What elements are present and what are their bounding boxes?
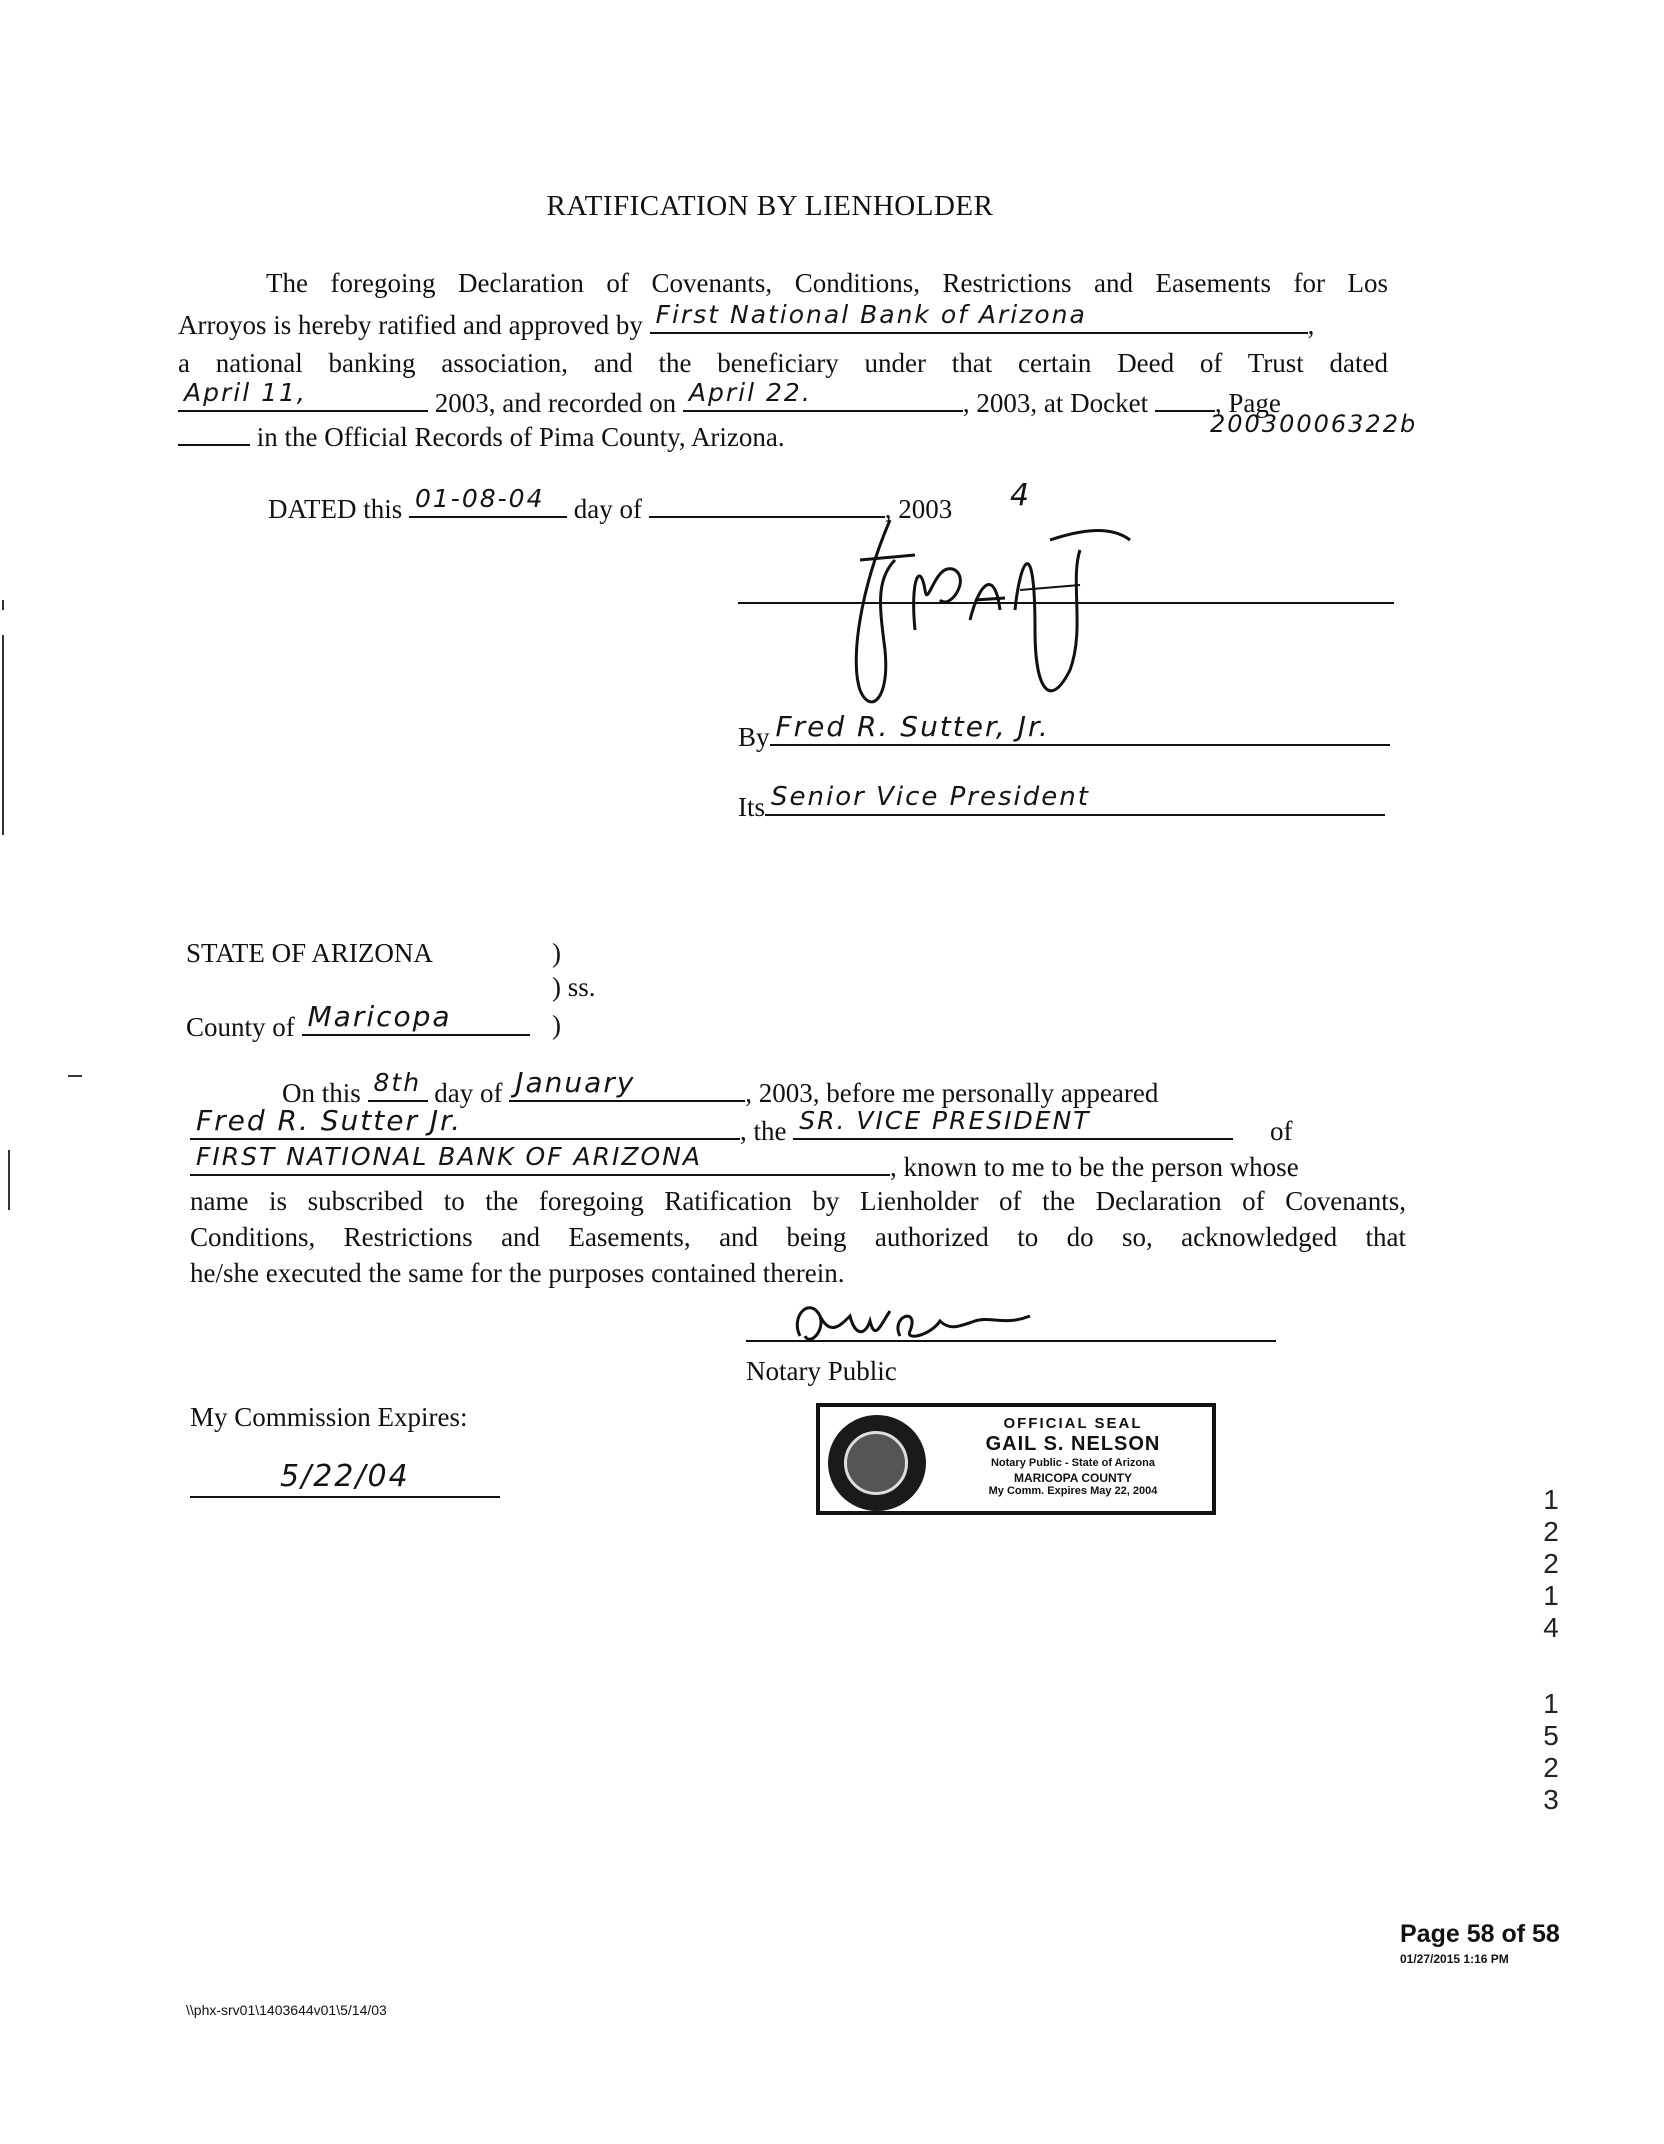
lienholder-name-handwritten: First National Bank of Arizona <box>655 300 1087 329</box>
paragraph-text: , Page <box>1214 388 1281 418</box>
deed-date-handwritten: April 11, <box>184 378 307 407</box>
paragraph-text: , <box>1307 310 1315 340</box>
paragraph-text: 2003, and recorded on <box>434 388 677 418</box>
ack-text: Conditions, Restrictions and Easements, and being authorized to do so, acknowledged that <box>190 1222 1406 1252</box>
commission-label: My Commission Expires: <box>190 1402 468 1432</box>
margin-number: 4 <box>1543 1612 1559 1643</box>
paragraph-text: in the Official Records of Pima County, Arizona. <box>256 422 785 452</box>
ack-line <box>190 1142 1406 1184</box>
paragraph-text: , 2003, at Docket <box>962 388 1149 418</box>
ack-line <box>190 1220 1406 1254</box>
scan-mark <box>68 1075 82 1077</box>
its-label: Its <box>738 792 765 822</box>
ack-day-field <box>368 1068 428 1102</box>
by-label: By <box>738 722 770 752</box>
commission-field <box>190 1456 500 1498</box>
docket-number-handwritten: 20030006322b <box>1210 410 1418 438</box>
paragraph-line <box>178 378 1388 420</box>
ack-text: day of <box>434 1078 503 1108</box>
ack-text: he/she executed the same for the purposes contained therein. <box>190 1258 845 1288</box>
year-correction-handwritten: 4 <box>1010 478 1032 513</box>
venue-paren: ) <box>552 1010 561 1040</box>
paragraph-line <box>178 300 1388 342</box>
ack-title-handwritten: SR. VICE PRESIDENT <box>799 1106 1091 1135</box>
dated-day-field <box>409 484 567 518</box>
ack-bank-field <box>190 1142 890 1176</box>
paragraph-line <box>178 346 1388 380</box>
signature-line <box>738 602 1394 604</box>
its-handwritten: Senior Vice President <box>771 782 1090 812</box>
dated-day-handwritten: 01-08-04 <box>415 484 545 513</box>
ack-month-field <box>509 1066 745 1102</box>
ack-title-field <box>793 1106 1233 1140</box>
ack-person-field <box>190 1104 740 1140</box>
by-handwritten: Fred R. Sutter, Jr. <box>775 710 1050 743</box>
seal-line: MARICOPA COUNTY <box>1014 1471 1132 1485</box>
page-number: Page 58 of 58 <box>1400 1920 1560 1948</box>
venue-paren: ) <box>552 938 561 968</box>
deed-date-field <box>178 378 428 412</box>
page-field <box>178 418 250 446</box>
margin-number: 2 <box>1543 1548 1559 1579</box>
ack-text: On this <box>282 1078 361 1108</box>
margin-number: 1 <box>1543 1484 1559 1515</box>
paragraph-text: a national banking association, and the beneficiary under that certain Deed of Trust dated <box>178 348 1388 378</box>
scan-mark <box>2 600 4 610</box>
venue-ss: ) ss. <box>552 972 596 1002</box>
ack-text: , 2003, before me personally appeared <box>745 1078 1159 1108</box>
seal-line: Notary Public - State of Arizona <box>990 1457 1155 1469</box>
scan-mark <box>8 1150 10 1210</box>
ack-day-handwritten: 8th <box>373 1068 422 1097</box>
ack-month-handwritten: January <box>515 1066 636 1099</box>
margin-number: 1 <box>1543 1688 1559 1719</box>
seal-emblem-icon <box>828 1415 926 1511</box>
margin-number: 2 <box>1543 1516 1559 1547</box>
paragraph-text: The foregoing Declaration of Covenants, Conditions, Restrictions and Easements for Los <box>266 268 1388 298</box>
lienholder-name-field <box>650 300 1308 334</box>
seal-line: GAIL S. NELSON <box>985 1433 1161 1455</box>
notary-seal <box>816 1403 1216 1515</box>
ack-bank-handwritten: FIRST NATIONAL BANK OF ARIZONA <box>196 1142 702 1171</box>
margin-number: 5 <box>1543 1720 1559 1751</box>
paragraph-line <box>266 266 1388 300</box>
ack-person-handwritten: Fred R. Sutter Jr. <box>196 1104 462 1137</box>
recorded-date-field <box>683 378 963 412</box>
recorded-date-handwritten: April 22. <box>688 378 812 407</box>
by-field <box>770 710 1390 746</box>
dated-mid: day of <box>573 494 642 524</box>
page-title: RATIFICATION BY LIENHOLDER <box>546 190 994 222</box>
its-line <box>738 782 1385 824</box>
venue-state: STATE OF ARIZONA <box>186 938 433 968</box>
ack-text: , the <box>740 1116 787 1146</box>
commission-handwritten: 5/22/04 <box>280 1459 410 1494</box>
scan-mark <box>2 635 4 835</box>
notary-label: Notary Public <box>746 1356 897 1386</box>
notary-signature-line <box>746 1340 1276 1342</box>
docket-field <box>1155 384 1215 412</box>
ack-line <box>190 1256 1406 1290</box>
notary-signature-image <box>760 1296 1080 1356</box>
dated-year: , 2003 <box>884 494 953 524</box>
paragraph-line <box>178 418 1388 454</box>
margin-number: 2 <box>1543 1752 1559 1783</box>
print-timestamp: 01/27/2015 1:16 PM <box>1400 1952 1509 1966</box>
document-id: \\phx-srv01\1403644v01\5/14/03 <box>186 2002 387 2018</box>
dated-prefix: DATED this <box>268 494 403 524</box>
its-field <box>765 782 1385 816</box>
ack-text: name is subscribed to the foregoing Ratification by Lienholder of the Declaration of Covenants, <box>190 1186 1406 1216</box>
ack-text: , known to me to be the person whose <box>890 1152 1299 1182</box>
seal-line: My Comm. Expires May 22, 2004 <box>988 1485 1158 1497</box>
margin-number: 1 <box>1543 1580 1559 1611</box>
signature-image <box>820 500 1150 730</box>
ack-text: of <box>1270 1116 1293 1146</box>
paragraph-text: Arroyos is hereby ratified and approved by <box>178 310 643 340</box>
county-field <box>302 1000 530 1036</box>
seal-line: OFFICIAL SEAL <box>1003 1415 1143 1432</box>
by-line <box>738 710 1390 754</box>
ack-line <box>190 1184 1406 1218</box>
county-label: County of <box>186 1012 295 1042</box>
venue-county-line <box>186 1000 530 1044</box>
county-handwritten: Maricopa <box>307 1000 452 1033</box>
margin-number: 3 <box>1543 1784 1559 1815</box>
